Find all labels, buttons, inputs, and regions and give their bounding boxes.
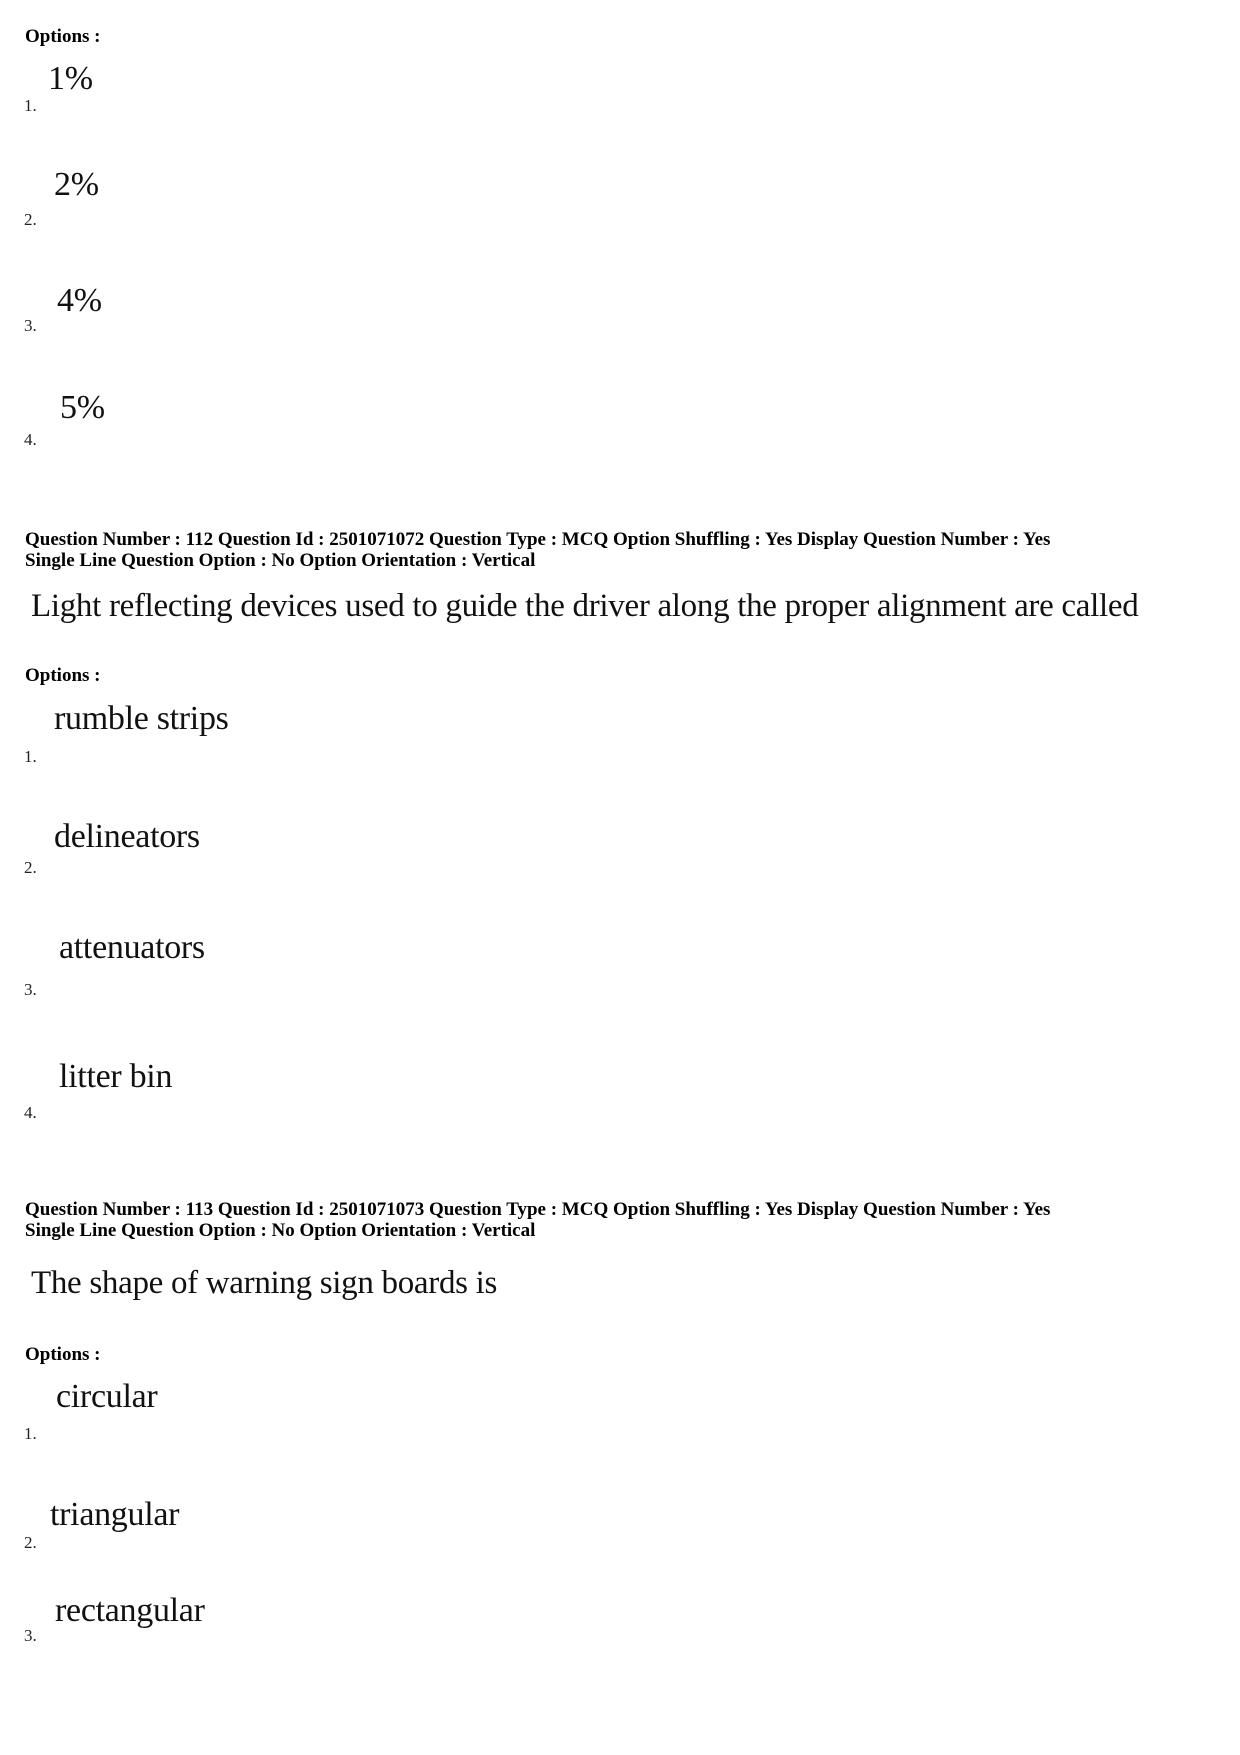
- option-text: circular: [56, 1378, 158, 1415]
- option-number: 4.: [24, 430, 37, 449]
- option-text: attenuators: [59, 929, 205, 966]
- option-text: 5%: [60, 389, 105, 426]
- option-text: 4%: [57, 282, 102, 319]
- option-number: 2.: [24, 858, 37, 877]
- options-label: Options :: [25, 26, 101, 47]
- option-text: rectangular: [55, 1592, 205, 1629]
- option-number: 3.: [24, 980, 37, 999]
- question-text: The shape of warning sign boards is: [31, 1265, 498, 1301]
- option-text: rumble strips: [54, 700, 229, 737]
- option-text: litter bin: [59, 1058, 173, 1095]
- option-number: 1.: [24, 747, 37, 766]
- question-meta-line2: Single Line Question Option : No Option Orientation : Vertical: [25, 1220, 536, 1241]
- options-label: Options :: [25, 1344, 101, 1365]
- option-number: 1.: [24, 1424, 37, 1443]
- question-meta-line1: Question Number : 113 Question Id : 2501071073 Question Type : MCQ Option Shuffling : Yes Display Question Number : Yes: [25, 1199, 1051, 1220]
- option-text: 1%: [48, 60, 93, 97]
- question-meta-line2: Single Line Question Option : No Option Orientation : Vertical: [25, 550, 536, 571]
- options-label: Options :: [25, 665, 101, 686]
- option-text: 2%: [54, 166, 99, 203]
- question-meta-line1: Question Number : 112 Question Id : 2501071072 Question Type : MCQ Option Shuffling : Yes Display Question Number : Yes: [25, 529, 1051, 550]
- question-text: Light reflecting devices used to guide the driver along the proper alignment are called: [31, 588, 1139, 624]
- option-number: 3.: [24, 1626, 37, 1645]
- option-number: 1.: [24, 96, 37, 115]
- option-number: 3.: [24, 316, 37, 335]
- option-text: triangular: [50, 1496, 180, 1533]
- option-text: delineators: [54, 818, 200, 855]
- option-number: 2.: [24, 1533, 37, 1552]
- option-number: 4.: [24, 1103, 37, 1122]
- option-number: 2.: [24, 210, 37, 229]
